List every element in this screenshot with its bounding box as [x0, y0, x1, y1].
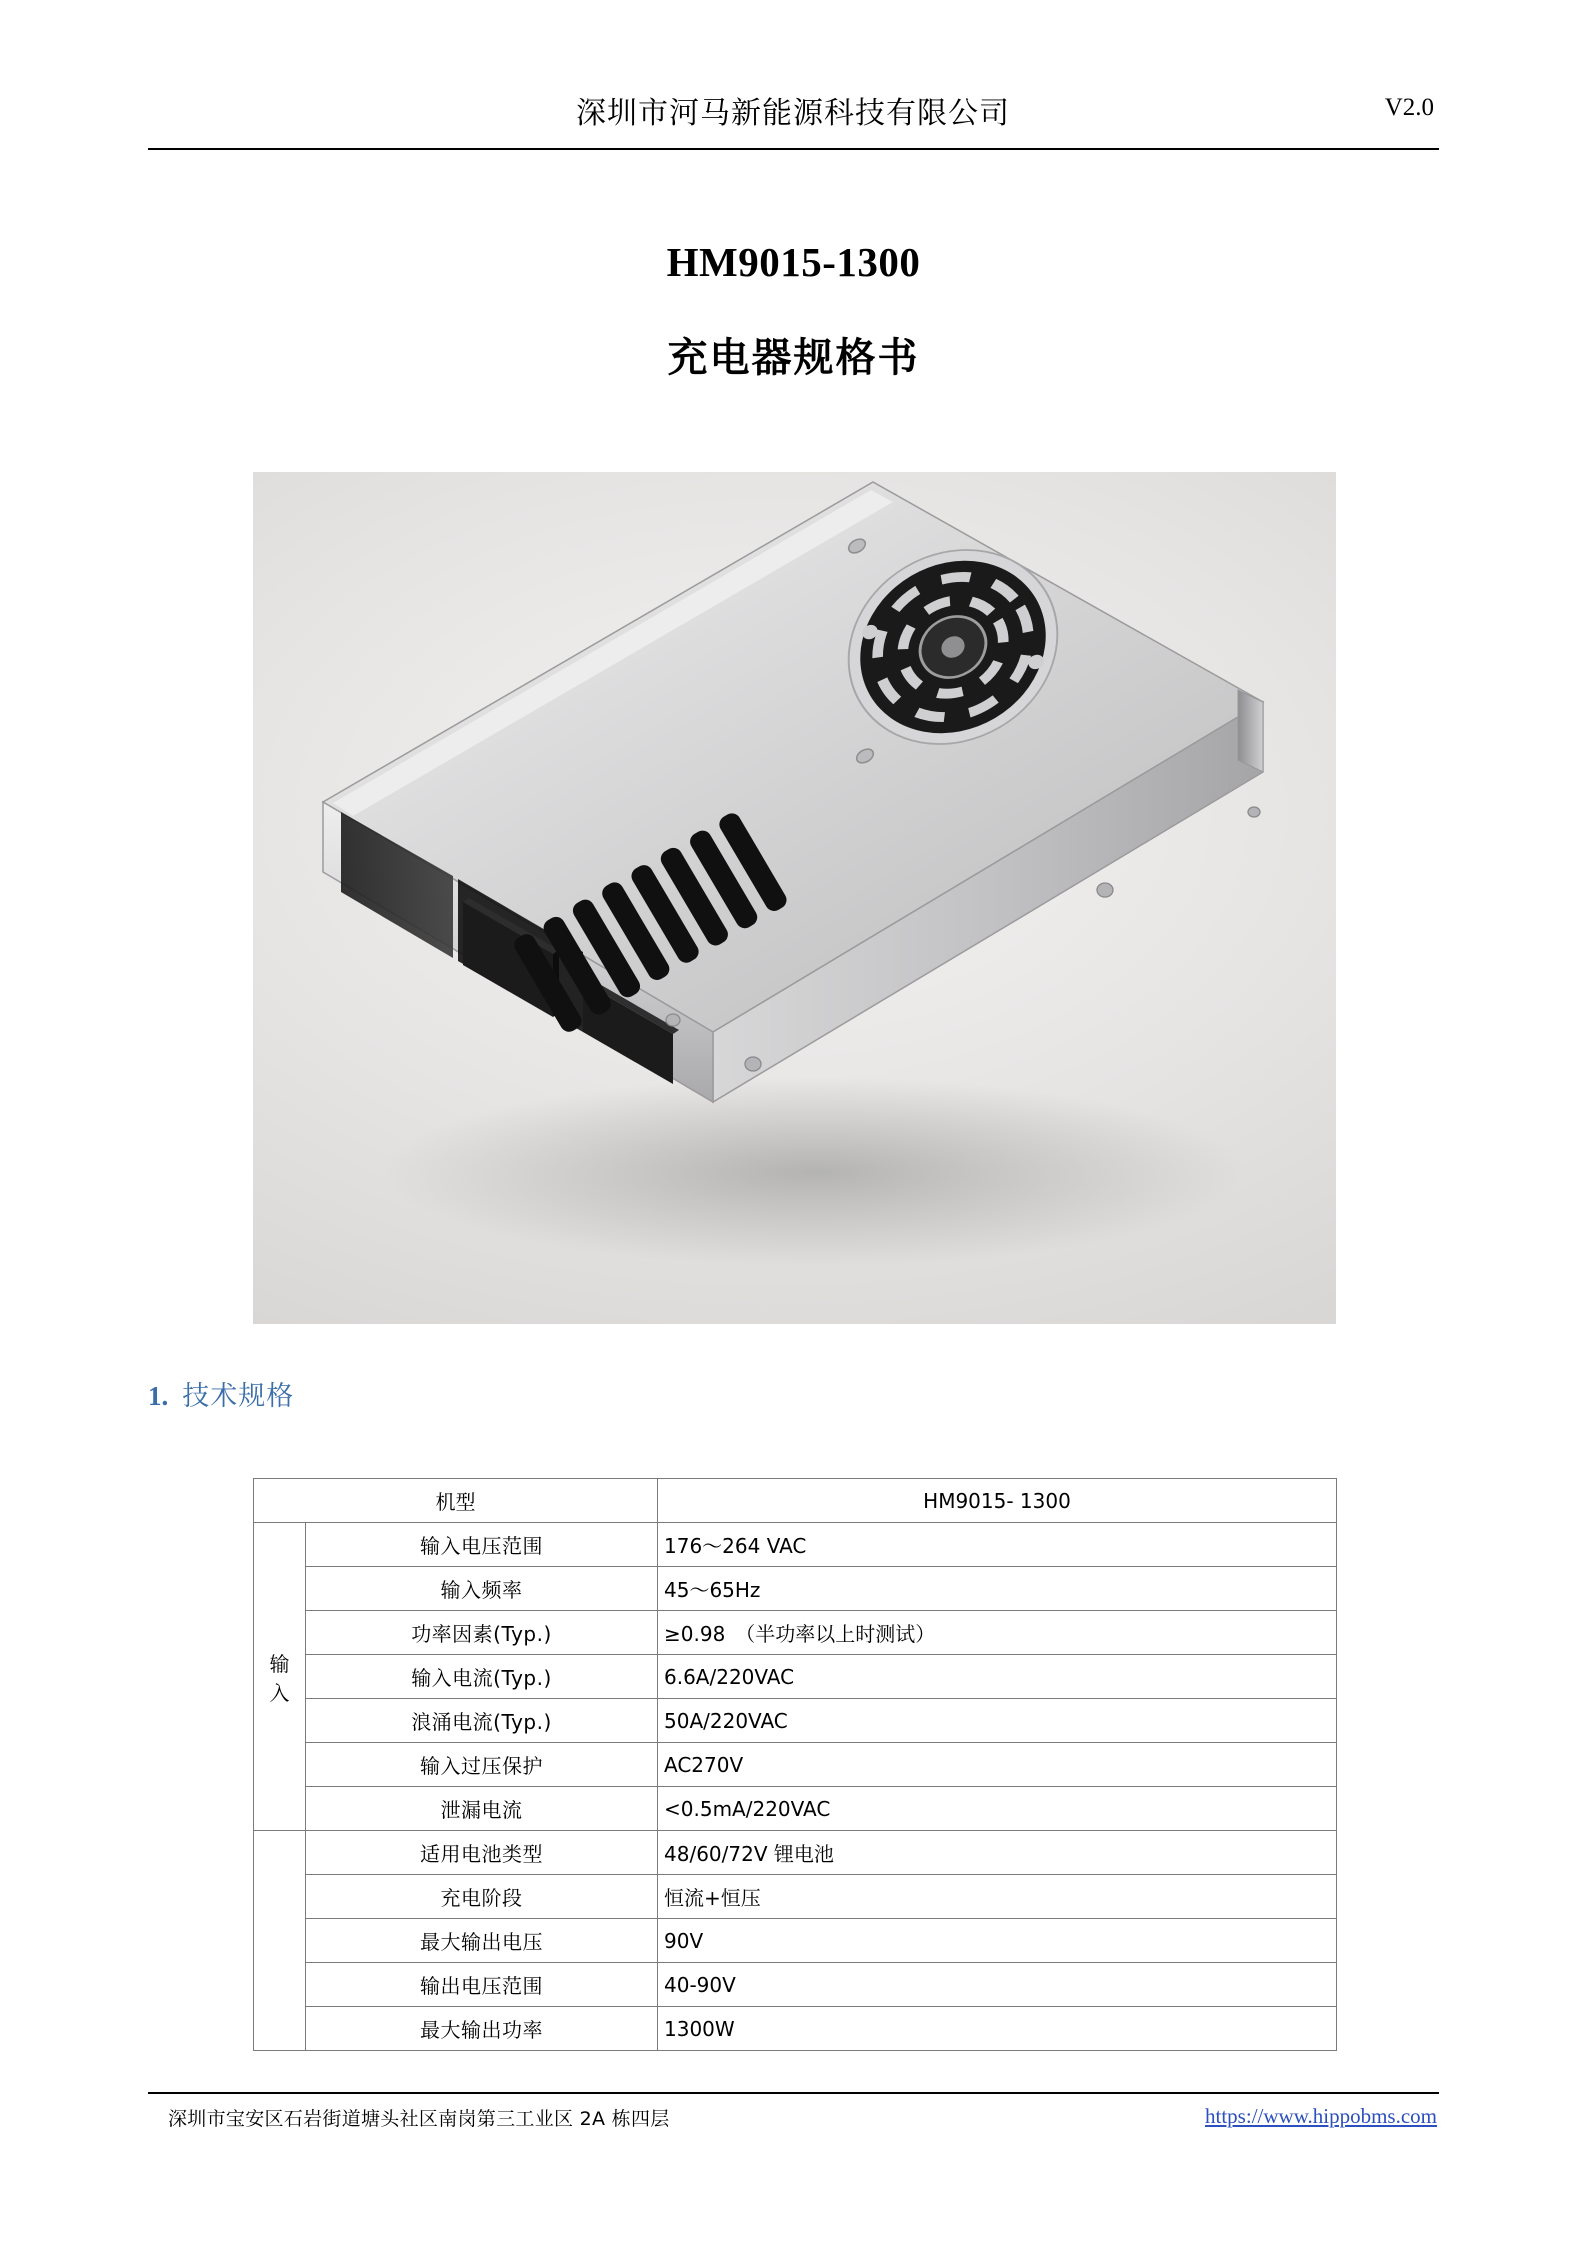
table-row — [254, 1875, 1337, 1919]
row-value: 40-90V — [658, 1963, 1337, 2007]
row-value: 48/60/72V 锂电池 — [658, 1831, 1337, 1875]
company-name: 深圳市河马新能源科技有限公司 — [576, 96, 1010, 131]
table-row — [254, 1743, 1337, 1787]
row-label: 输出电压范围 — [306, 1963, 658, 2007]
section-title: 技术规格 — [182, 1381, 295, 1412]
row-label: 输入频率 — [306, 1567, 658, 1611]
table-row — [254, 1963, 1337, 2007]
table-row — [254, 1831, 1337, 1875]
table-header-model-value: HM9015- 1300 — [658, 1479, 1337, 1523]
table-header-row — [254, 1479, 1337, 1523]
table-row — [254, 1611, 1337, 1655]
table-header-model-label: 机型 — [254, 1479, 658, 1523]
table-row — [254, 1699, 1337, 1743]
header-divider — [148, 148, 1439, 150]
row-value: 恒流+恒压 — [658, 1875, 1337, 1919]
row-value: ≥0.98 （半功率以上时测试） — [658, 1611, 1337, 1655]
row-value: 1300W — [658, 2007, 1337, 2051]
row-label: 泄漏电流 — [306, 1787, 658, 1831]
row-label: 充电阶段 — [306, 1875, 658, 1919]
footer-address: 深圳市宝安区石岩街道塘头社区南岗第三工业区 2A 栋四层 — [168, 2108, 670, 2130]
row-value: 90V — [658, 1919, 1337, 1963]
page-header — [148, 88, 1438, 142]
row-label: 浪涌电流(Typ.) — [306, 1699, 658, 1743]
row-label: 最大输出功率 — [306, 2007, 658, 2051]
row-label: 功率因素(Typ.) — [306, 1611, 658, 1655]
table-row — [254, 1787, 1337, 1831]
table-row — [254, 2007, 1337, 2051]
row-group-output — [254, 1831, 306, 2051]
footer-divider — [148, 2092, 1439, 2094]
product-image — [253, 472, 1336, 1324]
specification-table — [253, 1478, 1336, 2051]
table-row — [254, 1655, 1337, 1699]
section-heading — [148, 1374, 294, 1413]
row-value: 50A/220VAC — [658, 1699, 1337, 1743]
document-version: V2.0 — [1384, 94, 1434, 121]
row-value: 176～264 VAC — [658, 1523, 1337, 1567]
row-value: 45～65Hz — [658, 1567, 1337, 1611]
section-number: 1. — [148, 1381, 169, 1411]
table-row — [254, 1567, 1337, 1611]
table-row — [254, 1523, 1337, 1567]
row-value: AC270V — [658, 1743, 1337, 1787]
page-title: HM9015-1300 — [666, 239, 921, 285]
row-label: 输入电流(Typ.) — [306, 1655, 658, 1699]
page-subtitle: 充电器规格书 — [667, 335, 920, 381]
table-row — [254, 1919, 1337, 1963]
footer-website-link[interactable]: https://www.hippobms.com — [1205, 2104, 1437, 2128]
row-label: 最大输出电压 — [306, 1919, 658, 1963]
row-group-input: 输入 — [254, 1523, 306, 1831]
row-label: 适用电池类型 — [306, 1831, 658, 1875]
charger-enclosure-illustration — [253, 472, 1336, 1324]
row-label: 输入电压范围 — [306, 1523, 658, 1567]
row-value: <0.5mA/220VAC — [658, 1787, 1337, 1831]
row-label: 输入过压保护 — [306, 1743, 658, 1787]
row-value: 6.6A/220VAC — [658, 1655, 1337, 1699]
